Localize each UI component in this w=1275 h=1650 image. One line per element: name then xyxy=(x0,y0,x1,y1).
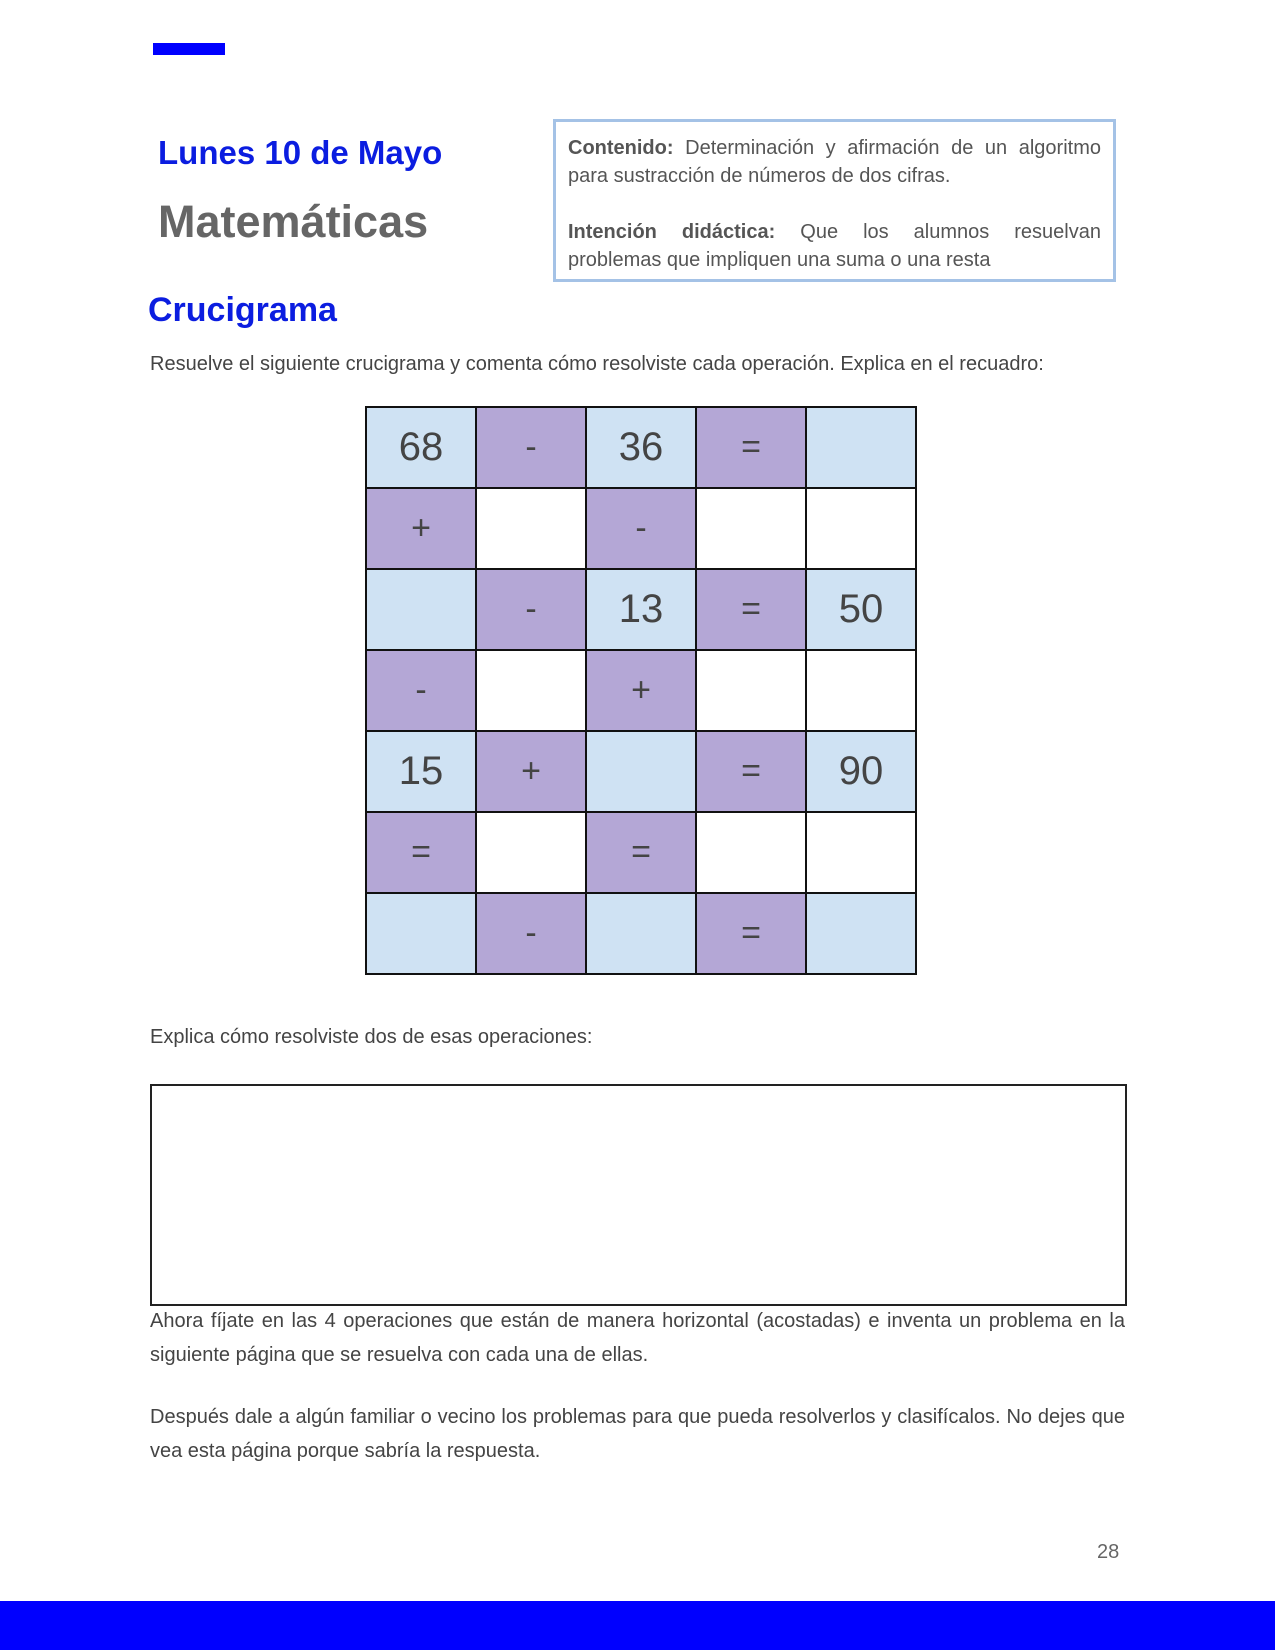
crossword-operator-cell: + xyxy=(476,731,586,812)
crossword-operator-cell: - xyxy=(586,488,696,569)
crossword-operator-cell: = xyxy=(696,407,806,488)
crossword-empty-cell xyxy=(806,812,916,893)
content-info-box xyxy=(553,119,1116,282)
crossword-answer-cell[interactable] xyxy=(586,731,696,812)
crossword-answer-cell[interactable] xyxy=(806,407,916,488)
date-heading: Lunes 10 de Mayo xyxy=(158,134,443,171)
content-paragraph xyxy=(568,134,1101,190)
crossword-operator-cell: - xyxy=(476,407,586,488)
crossword-number-cell: 15 xyxy=(366,731,476,812)
crossword-number-cell: 90 xyxy=(806,731,916,812)
crossword-row xyxy=(366,812,916,893)
page-number: 28 xyxy=(1097,1541,1120,1563)
crossword-grid xyxy=(365,406,917,975)
crossword-empty-cell xyxy=(806,488,916,569)
crossword-empty-cell xyxy=(476,812,586,893)
crossword-number-cell: 68 xyxy=(366,407,476,488)
crossword-empty-cell xyxy=(476,650,586,731)
crossword-row xyxy=(366,731,916,812)
intention-text: Que los alumnos resuelvan problemas que impliquen una suma o una resta xyxy=(568,221,1101,271)
crossword-number-cell: 13 xyxy=(586,569,696,650)
crossword-operator-cell: = xyxy=(696,731,806,812)
answer-box[interactable] xyxy=(150,1084,1127,1306)
crossword-operator-cell: = xyxy=(586,812,696,893)
crossword-operator-cell: - xyxy=(476,569,586,650)
crossword-operator-cell: + xyxy=(366,488,476,569)
crossword-answer-cell[interactable] xyxy=(806,893,916,974)
section-title: Crucigrama xyxy=(148,291,337,329)
crossword-row xyxy=(366,893,916,974)
crossword-number-cell: 50 xyxy=(806,569,916,650)
instruction-paragraph-1: Ahora fíjate en las 4 operaciones que están de manera horizontal (acostadas) e inventa un problema en la siguiente página que se resuelva con cada una de ellas. xyxy=(150,1310,1125,1366)
instruction-paragraph-2: Después dale a algún familiar o vecino los problemas para que pueda resolverlos y clasifícalos. No dejes que vea esta página porque sabría la respuesta. xyxy=(150,1406,1125,1462)
content-label: Contenido: xyxy=(568,137,674,159)
crossword-empty-cell xyxy=(476,488,586,569)
content-text: Determinación y afirmación de un algoritmo para sustracción de números de dos cifras. xyxy=(568,137,1102,187)
crossword-operator-cell: = xyxy=(696,569,806,650)
crossword-row xyxy=(366,488,916,569)
crossword-empty-cell xyxy=(696,650,806,731)
crossword-operator-cell: = xyxy=(366,812,476,893)
intention-label: Intención didáctica: xyxy=(568,221,776,243)
crossword-row xyxy=(366,569,916,650)
crossword-operator-cell: + xyxy=(586,650,696,731)
crossword-row xyxy=(366,407,916,488)
crossword-answer-cell[interactable] xyxy=(586,893,696,974)
bottom-footer-bar xyxy=(0,1601,1275,1650)
explain-label: Explica cómo resolviste dos de esas operaciones: xyxy=(150,1026,593,1048)
crossword-number-cell: 36 xyxy=(586,407,696,488)
crossword-operator-cell: - xyxy=(366,650,476,731)
top-accent-bar xyxy=(153,43,225,55)
crossword-empty-cell xyxy=(696,812,806,893)
intention-paragraph xyxy=(568,218,1101,274)
crossword-answer-cell[interactable] xyxy=(366,893,476,974)
crossword-empty-cell xyxy=(696,488,806,569)
crossword-operator-cell: - xyxy=(476,893,586,974)
subject-title: Matemáticas xyxy=(158,196,429,247)
crossword-row xyxy=(366,650,916,731)
crossword-operator-cell: = xyxy=(696,893,806,974)
crossword-empty-cell xyxy=(806,650,916,731)
crossword-answer-cell[interactable] xyxy=(366,569,476,650)
instruction-text: Resuelve el siguiente crucigrama y comenta cómo resolviste cada operación. Explica en el recuadro: xyxy=(150,353,1044,375)
